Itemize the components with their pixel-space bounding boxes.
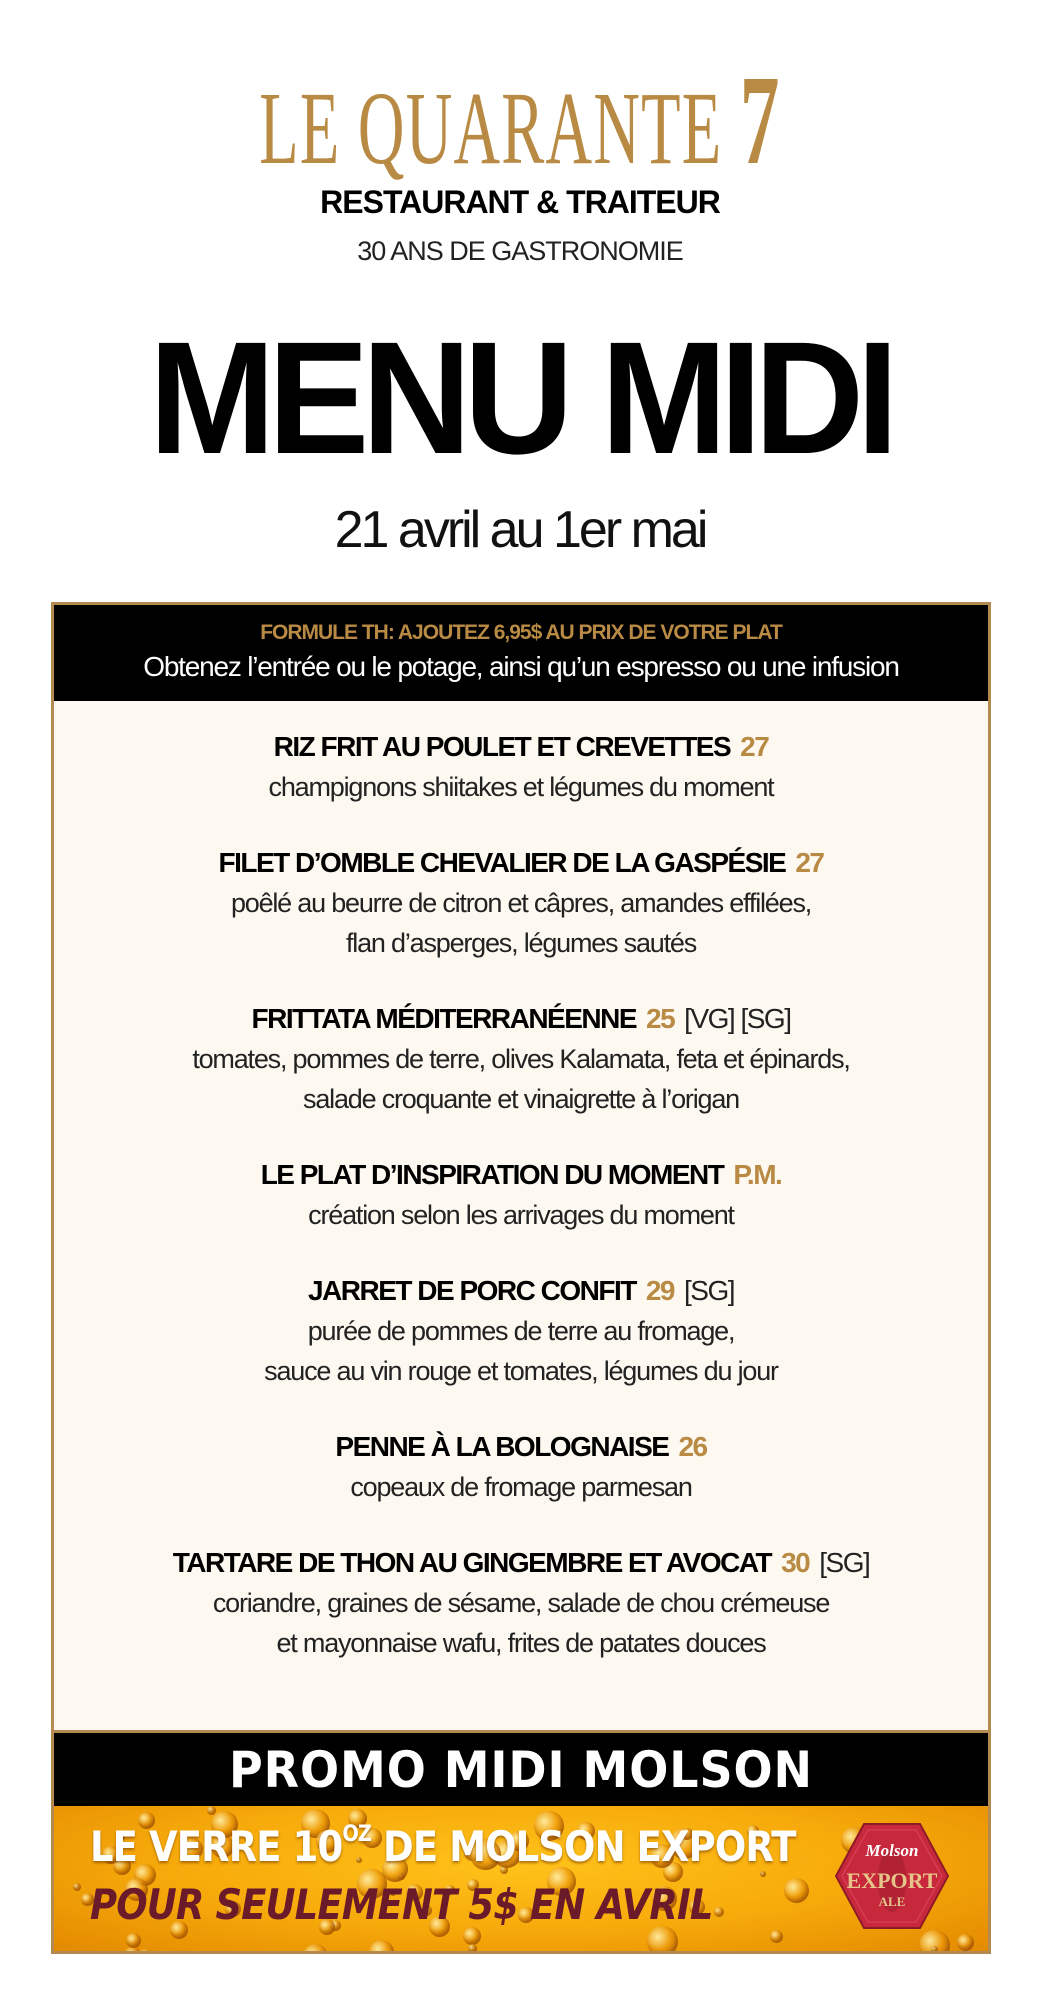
menu-date-range: 21 avril au 1er mai [334, 501, 706, 559]
menu-item [54, 1271, 988, 1391]
menu-item-price: 26 [678, 1431, 707, 1462]
promo-oz-unit: OZ [342, 1822, 372, 1847]
menu-item-dietary-tags: [SG] [819, 1547, 870, 1578]
brand-name: LE QUARANTE [259, 71, 740, 186]
molson-logo-icon [834, 1820, 950, 1932]
menu-item-description: flan d’asperges, légumes sautés [345, 928, 697, 958]
menu-item-price: 27 [740, 731, 769, 762]
menu-item-name: FRITTATA MÉDITERRANÉENNE [251, 1003, 637, 1034]
bubble-decoration [931, 1946, 938, 1951]
menu-items [54, 727, 988, 1699]
bubble-decoration [369, 1940, 394, 1951]
promo-line-1-text-end: DE MOLSON EXPORT [371, 1822, 796, 1871]
promo-line-1 [90, 1822, 796, 1871]
menu-item-description: poêlé au beurre de citron et câpres, amandes effilées, [230, 888, 812, 918]
menu-title: MENU MIDI [148, 308, 892, 487]
bubble-decoration [468, 1944, 477, 1951]
menu-item-heading [54, 1271, 988, 1311]
menu-item-price: 29 [645, 1275, 674, 1306]
formule-title: FORMULE TH: AJOUTEZ 6,95$ AU PRIX DE VOTRE PLAT [260, 621, 782, 644]
menu-item [54, 1155, 988, 1235]
menu-item-heading [54, 1543, 988, 1583]
menu-item [54, 727, 988, 807]
bubble-decoration [957, 1934, 974, 1951]
brand-number: 7 [739, 49, 781, 191]
menu-item-dietary-tags: [VG] [SG] [684, 1003, 791, 1034]
menu-item-description: copeaux de fromage parmesan [350, 1472, 692, 1502]
menu-item-name: TARTARE DE THON AU GINGEMBRE ET AVOCAT [172, 1547, 772, 1578]
bubble-decoration [714, 1907, 724, 1917]
promo-header [54, 1730, 988, 1806]
menu-item-description: champignons shiitakes et légumes du moment [268, 772, 774, 802]
menu-box [51, 602, 991, 1954]
menu-item-description: coriandre, graines de sésame, salade de chou crémeuse [212, 1588, 830, 1618]
bubble-decoration [126, 1933, 141, 1948]
menu-item-price: P.M. [733, 1159, 782, 1190]
menu-item-description: et mayonnaise wafu, frites de patates douces [276, 1628, 766, 1658]
promo-title: PROMO MIDI MOLSON [229, 1741, 813, 1799]
restaurant-subtitle: RESTAURANT & TRAITEUR [320, 184, 720, 220]
menu-item-name: FILET D’OMBLE CHEVALIER DE LA GASPÉSIE [218, 847, 786, 878]
menu-item [54, 999, 988, 1119]
formule-banner [54, 605, 988, 701]
menu-item-name: LE PLAT D’INSPIRATION DU MOMENT [260, 1159, 724, 1190]
menu-item-name: RIZ FRIT AU POULET ET CREVETTES [273, 731, 731, 762]
menu-item-name: JARRET DE PORC CONFIT [307, 1275, 636, 1306]
promo-line-1-text: LE VERRE 10 [90, 1822, 343, 1871]
menu-item-description: création selon les arrivages du moment [308, 1200, 734, 1230]
bubble-decoration [647, 1926, 678, 1951]
menu-item [54, 1543, 988, 1663]
bubble-decoration [73, 1883, 81, 1891]
menu-item [54, 1427, 988, 1507]
menu-item-name: PENNE À LA BOLOGNAISE [335, 1431, 669, 1462]
bubble-decoration [760, 1871, 766, 1877]
restaurant-tagline: 30 ANS DE GASTRONOMIE [357, 236, 683, 266]
logo-type-text: ALE [878, 1894, 906, 1909]
molson-export-logo [834, 1820, 950, 1932]
bubble-decoration [303, 1944, 328, 1951]
logo-brand-text: Molson [865, 1841, 919, 1860]
menu-item-price: 27 [795, 847, 824, 878]
bubble-decoration [784, 1878, 809, 1903]
logo-product-text: EXPORT [846, 1868, 938, 1893]
bubble-decoration [137, 1949, 154, 1951]
bubble-decoration [463, 1927, 481, 1945]
menu-item-dietary-tags: [SG] [684, 1275, 735, 1306]
menu-item-heading [54, 999, 988, 1039]
promo-line-2: POUR SEULEMENT 5$ EN AVRIL [90, 1880, 713, 1929]
menu-item-heading [54, 1427, 988, 1467]
menu-item-heading [54, 1155, 988, 1195]
menu-item [54, 843, 988, 963]
menu-item-description: purée de pommes de terre au fromage, [307, 1316, 735, 1346]
menu-item-description: sauce au vin rouge et tomates, légumes du jour [264, 1356, 778, 1386]
promo-banner [54, 1806, 988, 1951]
bubble-decoration [770, 1930, 783, 1943]
menu-item-heading [54, 727, 988, 767]
formule-description: Obtenez l’entrée ou le potage, ainsi qu’un espresso ou une infusion [143, 651, 899, 682]
menu-item-description: salade croquante et vinaigrette à l’origan [303, 1084, 739, 1114]
menu-item-description: tomates, pommes de terre, olives Kalamata, feta et épinards, [192, 1044, 850, 1074]
menu-item-heading [54, 843, 988, 883]
menu-item-price: 30 [781, 1547, 810, 1578]
restaurant-logo [198, 49, 843, 191]
menu-item-price: 25 [646, 1003, 675, 1034]
